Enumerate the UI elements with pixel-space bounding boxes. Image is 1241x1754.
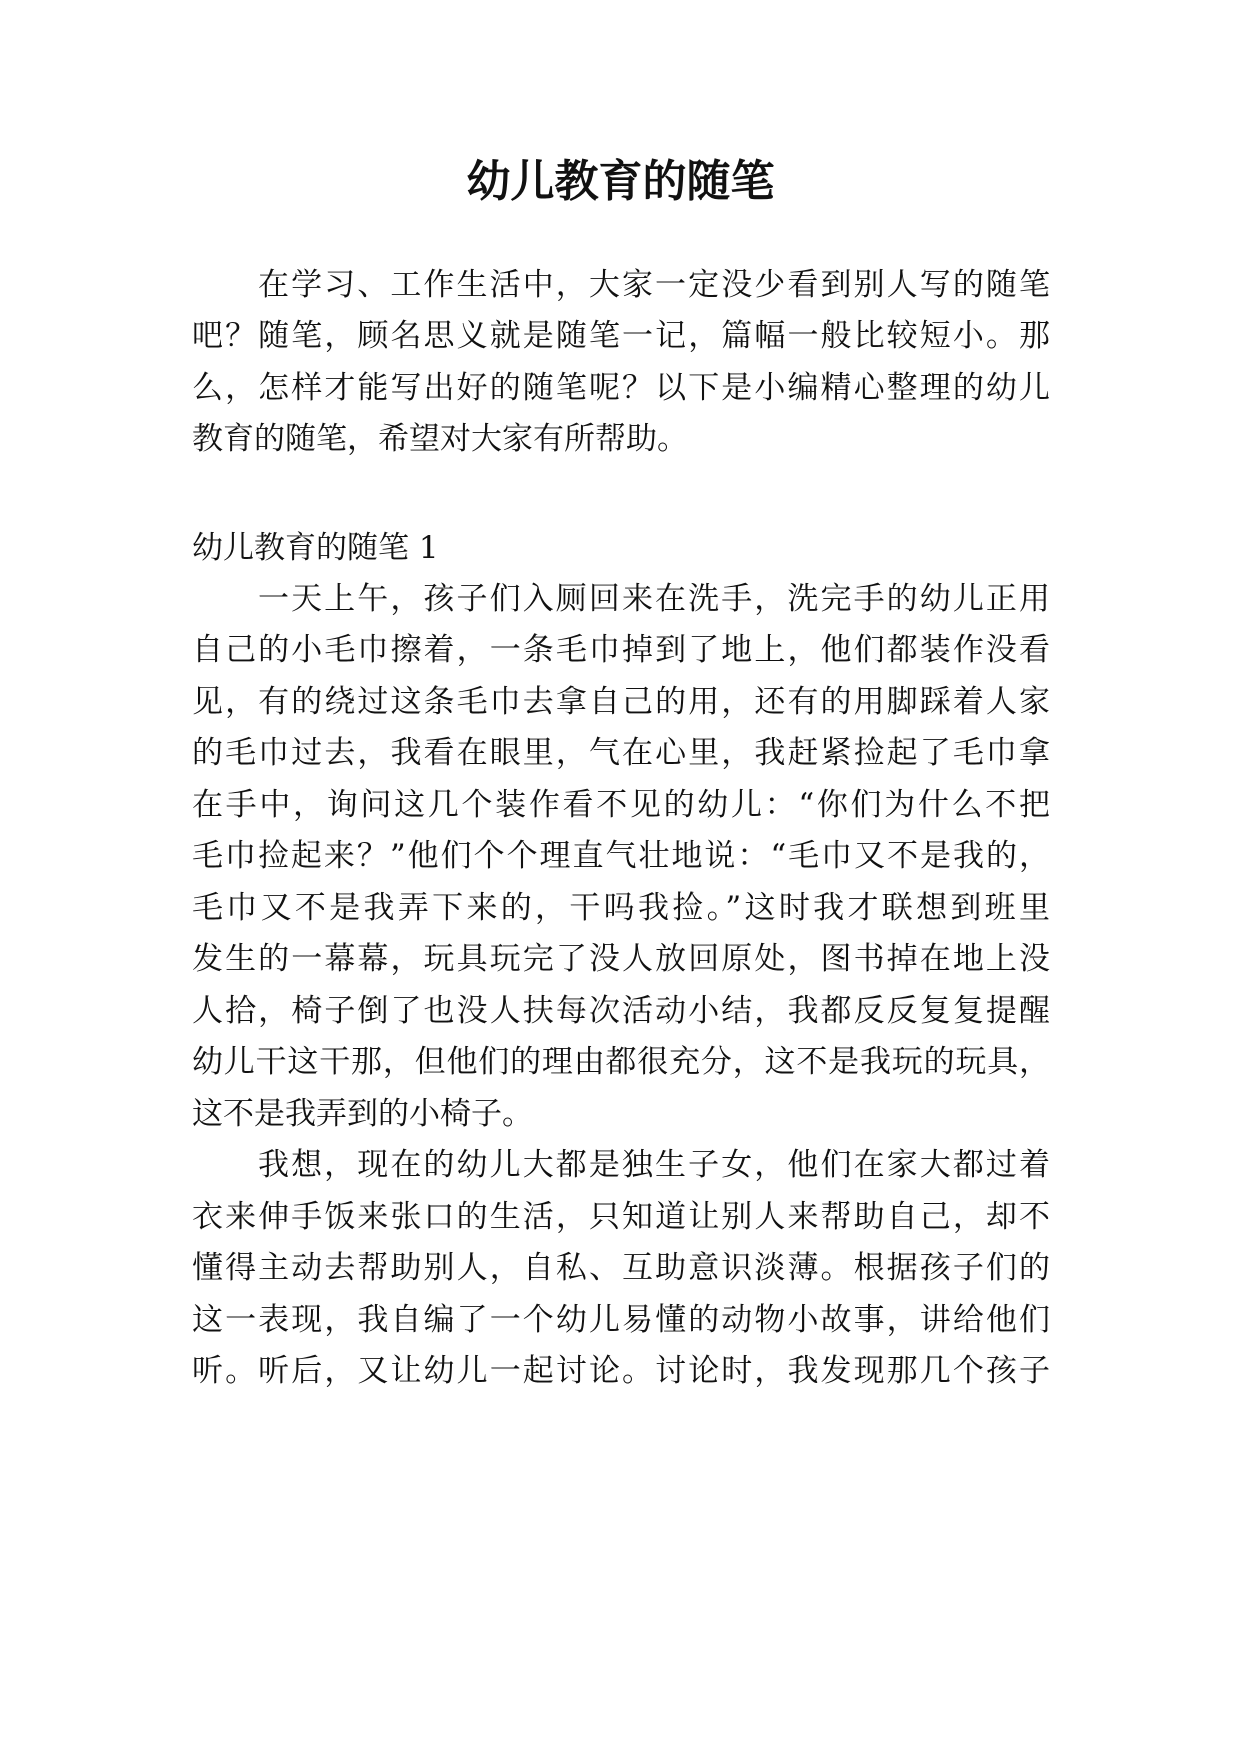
intro-line-1: 在学习、工作生活中，大家一定没少看到别人写的随笔 [258,267,1050,303]
paragraph2-line-5: 听。听后，又让幼儿一起讨论。讨论时，我发现那几个孩子 [192,1353,1050,1389]
intro-line-2: 吧？随笔，顾名思义就是随笔一记，篇幅一般比较短小。那 [192,318,1050,354]
paragraph1-line-4: 的毛巾过去，我看在眼里，气在心里，我赶紧捡起了毛巾拿 [192,735,1050,771]
paragraph1-line-10: 幼儿干这干那，但他们的理由都很充分，这不是我玩的玩具， [192,1044,1050,1080]
intro-line-4: 教育的随笔，希望对大家有所帮助。 [192,421,688,457]
section-heading: 幼儿教育的随笔 1 [192,530,439,566]
paragraph1-line-7: 毛巾又不是我弄下来的，干吗我捡。”这时我才联想到班里 [192,890,1050,926]
paragraph1-line-8: 发生的一幕幕，玩具玩完了没人放回原处，图书掉在地上没 [192,941,1050,977]
paragraph2-line-4: 这一表现，我自编了一个幼儿易懂的动物小故事，讲给他们 [192,1302,1050,1338]
paragraph1-line-9: 人拾，椅子倒了也没人扶每次活动小结，我都反反复复提醒 [192,993,1050,1029]
paragraph1-line-1: 一天上午，孩子们入厕回来在洗手，洗完手的幼儿正用 [258,581,1050,617]
intro-line-3: 么，怎样才能写出好的随笔呢？以下是小编精心整理的幼儿 [192,370,1050,406]
paragraph2-line-2: 衣来伸手饭来张口的生活，只知道让别人来帮助自己，却不 [192,1199,1050,1235]
paragraph2-line-1: 我想，现在的幼儿大都是独生子女，他们在家大都过着 [258,1147,1050,1183]
paragraph1-line-11: 这不是我弄到的小椅子。 [192,1096,533,1132]
paragraph2-line-3: 懂得主动去帮助别人，自私、互助意识淡薄。根据孩子们的 [192,1250,1050,1286]
paragraph1-line-5: 在手中，询问这几个装作看不见的幼儿：“你们为什么不把 [192,787,1050,823]
paragraph1-line-6: 毛巾捡起来？”他们个个理直气壮地说：“毛巾又不是我的， [192,838,1050,874]
document-title: 幼儿教育的随笔 [466,156,775,207]
paragraph1-line-2: 自己的小毛巾擦着，一条毛巾掉到了地上，他们都装作没看 [192,632,1050,668]
paragraph1-line-3: 见，有的绕过这条毛巾去拿自己的用，还有的用脚踩着人家 [192,684,1050,720]
